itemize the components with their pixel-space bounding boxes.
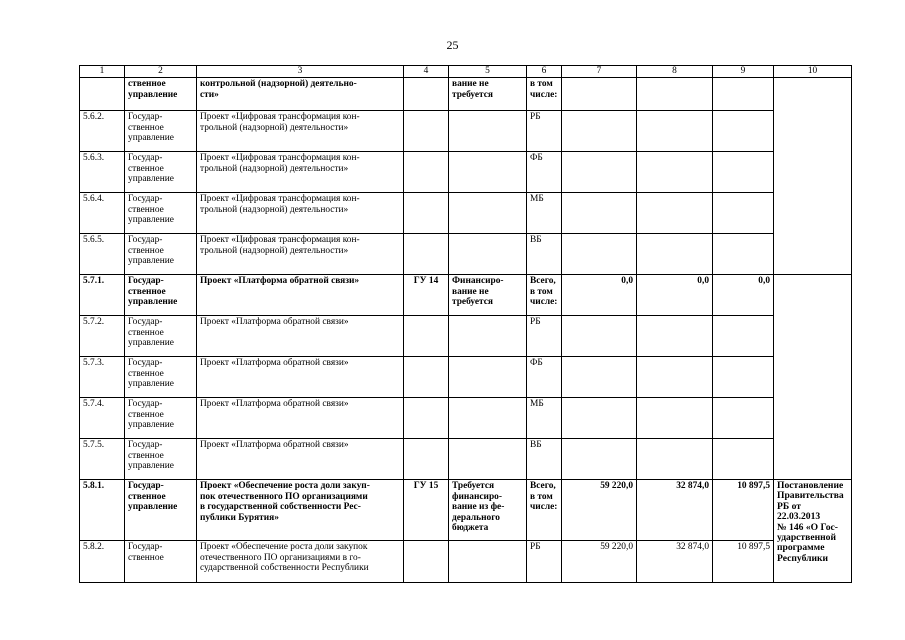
column-number: 1	[80, 66, 125, 78]
financing-note	[449, 357, 527, 398]
column-number: 4	[404, 66, 449, 78]
table-row	[80, 275, 852, 316]
financing-note	[449, 541, 527, 583]
amount-col7	[562, 193, 637, 234]
row-number: 5.6.4.	[80, 193, 125, 234]
amount-col9	[713, 398, 774, 439]
financing-note	[449, 152, 527, 193]
note-cell	[774, 275, 852, 480]
amount-col7	[562, 234, 637, 275]
column-number: 6	[527, 66, 562, 78]
indicator-code	[404, 541, 449, 583]
budget-source: МБ	[527, 193, 562, 234]
indicator-code	[404, 78, 449, 111]
amount-col8	[637, 316, 713, 357]
budget-source: Всего, в том числе:	[527, 275, 562, 316]
responsible-area: Государ- ственное управление	[125, 398, 197, 439]
row-number	[80, 78, 125, 111]
responsible-area: Государ- ственное управление	[125, 357, 197, 398]
table-row	[80, 480, 852, 541]
amount-col8	[637, 78, 713, 111]
project-name: Проект «Платформа обратной связи»	[197, 316, 404, 357]
amount-col9	[713, 357, 774, 398]
budget-source: в том числе:	[527, 78, 562, 111]
project-name: Проект «Цифровая трансформация кон- трольной (надзорной) деятельности»	[197, 234, 404, 275]
budget-source: МБ	[527, 398, 562, 439]
responsible-area: Государ- ственное управление	[125, 152, 197, 193]
row-number: 5.7.4.	[80, 398, 125, 439]
budget-source: Всего, в том числе:	[527, 480, 562, 541]
amount-col7	[562, 439, 637, 480]
responsible-area: Государ- ственное управление	[125, 111, 197, 152]
project-name: Проект «Платформа обратной связи»	[197, 398, 404, 439]
table-row	[80, 439, 852, 480]
indicator-code	[404, 111, 449, 152]
amount-col7: 59 220,0	[562, 541, 637, 583]
amount-col9: 10 897,5	[713, 480, 774, 541]
financing-note	[449, 398, 527, 439]
responsible-area: Государ- ственное управление	[125, 193, 197, 234]
budget-source: ВБ	[527, 439, 562, 480]
amount-col9: 10 897,5	[713, 541, 774, 583]
responsible-area: ственное управление	[125, 78, 197, 111]
amount-col7	[562, 152, 637, 193]
budget-source: РБ	[527, 316, 562, 357]
column-number: 8	[637, 66, 713, 78]
project-name: Проект «Платформа обратной связи»	[197, 275, 404, 316]
amount-col9: 0,0	[713, 275, 774, 316]
amount-col8: 0,0	[637, 275, 713, 316]
budget-source: РБ	[527, 111, 562, 152]
indicator-code	[404, 316, 449, 357]
row-number: 5.7.1.	[80, 275, 125, 316]
table-row	[80, 316, 852, 357]
row-number: 5.8.1.	[80, 480, 125, 541]
indicator-code: ГУ 15	[404, 480, 449, 541]
amount-col9	[713, 439, 774, 480]
column-number-row	[80, 66, 852, 78]
project-name: Проект «Платформа обратной связи»	[197, 439, 404, 480]
amount-col9	[713, 78, 774, 111]
financing-note	[449, 316, 527, 357]
indicator-code	[404, 234, 449, 275]
budget-source: ФБ	[527, 152, 562, 193]
financing-table	[79, 65, 852, 583]
column-number: 3	[197, 66, 404, 78]
responsible-area: Государ- ственное управление	[125, 316, 197, 357]
table-row	[80, 111, 852, 152]
responsible-area: Государ- ственное управление	[125, 234, 197, 275]
row-number: 5.7.5.	[80, 439, 125, 480]
amount-col7: 0,0	[562, 275, 637, 316]
project-name: Проект «Платформа обратной связи»	[197, 357, 404, 398]
row-number: 5.6.5.	[80, 234, 125, 275]
project-name: Проект «Цифровая трансформация кон- трольной (надзорной) деятельности»	[197, 193, 404, 234]
financing-note	[449, 193, 527, 234]
note-cell	[774, 78, 852, 275]
amount-col7	[562, 316, 637, 357]
budget-source: ФБ	[527, 357, 562, 398]
amount-col8	[637, 398, 713, 439]
project-name: Проект «Обеспечение роста доли закуп- пок отечественного ПО организациями в государственной собственности Рес- публики Бурятия»	[197, 480, 404, 541]
amount-col9	[713, 111, 774, 152]
amount-col9	[713, 234, 774, 275]
amount-col7	[562, 78, 637, 111]
responsible-area: Государ- ственное управление	[125, 480, 197, 541]
amount-col8: 32 874,0	[637, 480, 713, 541]
responsible-area: Государ- ственное управление	[125, 439, 197, 480]
row-number: 5.7.3.	[80, 357, 125, 398]
amount-col8	[637, 234, 713, 275]
table-row	[80, 541, 852, 583]
amount-col9	[713, 152, 774, 193]
amount-col8	[637, 193, 713, 234]
indicator-code	[404, 193, 449, 234]
financing-note	[449, 111, 527, 152]
project-name: Проект «Обеспечение роста доли закупок отечественного ПО организациями в го- сударственной собственности Республики	[197, 541, 404, 583]
responsible-area: Государ- ственное управление	[125, 275, 197, 316]
row-number: 5.6.2.	[80, 111, 125, 152]
indicator-code	[404, 398, 449, 439]
amount-col8	[637, 357, 713, 398]
amount-col8	[637, 111, 713, 152]
row-number: 5.6.3.	[80, 152, 125, 193]
amount-col7	[562, 111, 637, 152]
amount-col8	[637, 439, 713, 480]
row-number: 5.8.2.	[80, 541, 125, 583]
table-row	[80, 78, 852, 111]
page-number: 25	[446, 38, 459, 52]
table-row	[80, 234, 852, 275]
budget-source: РБ	[527, 541, 562, 583]
column-number: 5	[449, 66, 527, 78]
note-cell: Постановление Правительства РБ от 22.03.2013 № 146 «О Гос- ударственной программе Республики	[774, 480, 852, 583]
amount-col9	[713, 193, 774, 234]
row-number: 5.7.2.	[80, 316, 125, 357]
amount-col8: 32 874,0	[637, 541, 713, 583]
budget-source: ВБ	[527, 234, 562, 275]
amount-col7	[562, 357, 637, 398]
project-name: Проект «Цифровая трансформация кон- трольной (надзорной) деятельности»	[197, 152, 404, 193]
financing-note: Финансиро- вание не требуется	[449, 275, 527, 316]
project-name: контрольной (надзорной) деятельно- сти»	[197, 78, 404, 111]
financing-note	[449, 234, 527, 275]
table-row	[80, 398, 852, 439]
table-row	[80, 193, 852, 234]
column-number: 9	[713, 66, 774, 78]
project-name: Проект «Цифровая трансформация кон- трольной (надзорной) деятельности»	[197, 111, 404, 152]
financing-note	[449, 439, 527, 480]
amount-col8	[637, 152, 713, 193]
amount-col9	[713, 316, 774, 357]
financing-note: вание не требуется	[449, 78, 527, 111]
indicator-code	[404, 439, 449, 480]
table-row	[80, 357, 852, 398]
indicator-code: ГУ 14	[404, 275, 449, 316]
column-number: 2	[125, 66, 197, 78]
indicator-code	[404, 152, 449, 193]
responsible-area: Государ- ственное	[125, 541, 197, 583]
amount-col7: 59 220,0	[562, 480, 637, 541]
indicator-code	[404, 357, 449, 398]
column-number: 10	[774, 66, 852, 78]
amount-col7	[562, 398, 637, 439]
column-number: 7	[562, 66, 637, 78]
table-row	[80, 152, 852, 193]
financing-note: Требуется финансиро- вание из фе- дерального бюджета	[449, 480, 527, 541]
